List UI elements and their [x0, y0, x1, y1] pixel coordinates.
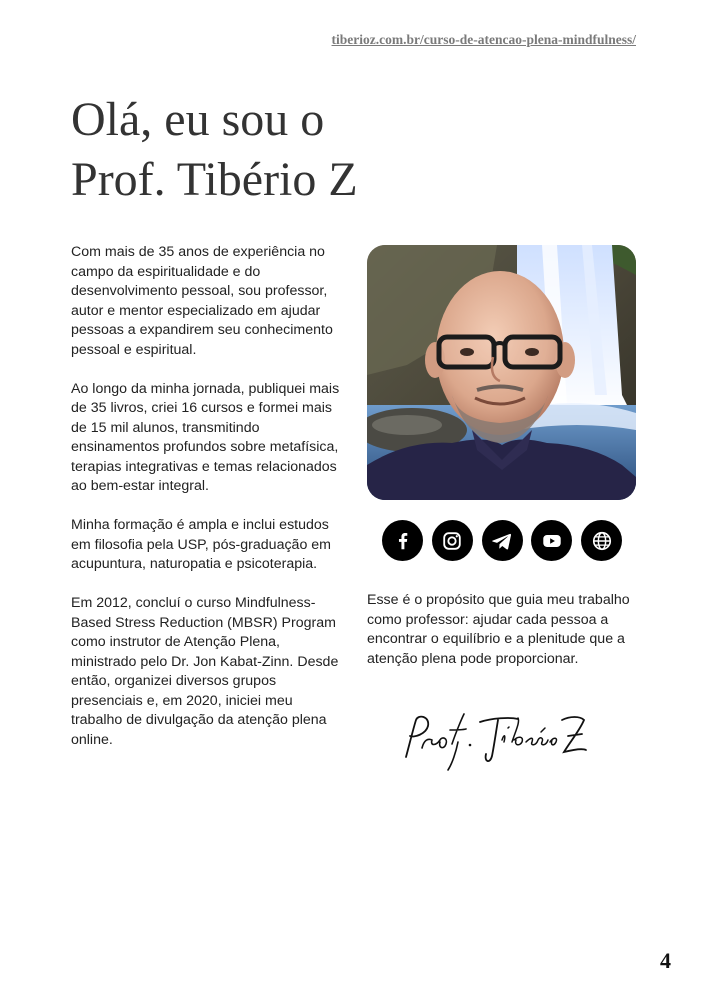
instagram-icon [441, 530, 463, 552]
signature-image [400, 712, 590, 772]
social-links [382, 520, 622, 562]
telegram-icon [491, 530, 513, 552]
title-line-2: Prof. Tibério Z [71, 153, 358, 206]
instagram-button[interactable] [432, 520, 473, 561]
website-button[interactable] [581, 520, 622, 561]
youtube-icon [541, 530, 563, 552]
youtube-button[interactable] [531, 520, 572, 561]
globe-icon [591, 530, 613, 552]
bio-paragraph: Em 2012, concluí o curso Mindfulness-Based Stress Reduction (MBSR) Program como instrutor de Atenção Plena, ministrado pelo Dr. Jon Kabat-Zinn. Desde então, organizei diversos grupos presenciais e, em 2020, iniciei meu trabalho de divulgação da atenção plena online. [71, 595, 339, 748]
page-title [71, 90, 631, 210]
bio-paragraph: Minha formação é ampla e inclui estudos em filosofia pela USP, pós-graduação em acupuntura, naturopatia e psicoterapia. [71, 517, 331, 572]
facebook-icon [392, 530, 414, 552]
title-line-1: Olá, eu sou o [71, 93, 325, 146]
purpose-paragraph: Esse é o propósito que guia meu trabalho como professor: ajudar cada pessoa a encontrar o equilíbrio e a plenitude que a atenção plena pode proporcionar. [367, 592, 630, 667]
profile-photo [367, 245, 636, 500]
bio-column [71, 243, 346, 770]
facebook-button[interactable] [382, 520, 423, 561]
bio-paragraph: Com mais de 35 anos de experiência no campo da espiritualidade e do desenvolvimento pessoal, sou professor, autor e mentor especializado em ajudar pessoas a expandirem seu conhecimento pessoal e espiritual. [71, 244, 333, 358]
website-url-link[interactable]: tiberioz.com.br/curso-de-atencao-plena-mindfulness/ [331, 32, 636, 47]
page-number: 4 [660, 948, 671, 973]
signature [400, 712, 590, 772]
profile-photo-image [367, 245, 636, 500]
telegram-button[interactable] [482, 520, 523, 561]
bio-paragraph: Ao longo da minha jornada, publiquei mais de 35 livros, criei 16 cursos e formei mais de 15 mil alunos, transmitindo ensinamentos profundos sobre metafísica, terapias integrativas e temas relacionados ao bem-estar integral. [71, 380, 340, 494]
